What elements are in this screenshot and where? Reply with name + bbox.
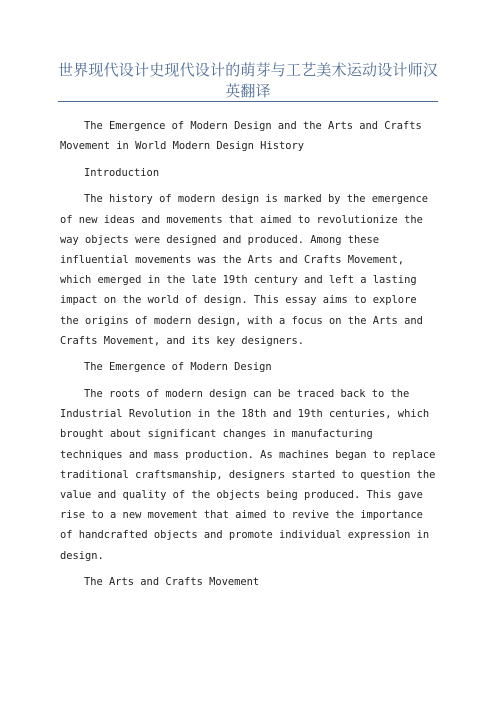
section-heading-emergence: The Emergence of Modern Design — [84, 361, 272, 374]
paragraph-introduction: The history of modern design is marked by the emergence of new ideas and movements that aimed to revolutionize the way objects were designed and produced. Among these influential movements was the Arts and Crafts Movement, which emerged in the late 19th century and left a lasting impact on the world of design. This essay aims to explore the origins of modern design, with a focus on the Arts and Crafts Movement, and its key designers. — [60, 193, 429, 347]
document-body — [60, 116, 436, 599]
essay-heading: The Emergence of Modern Design and the Arts and Crafts Movement in World Modern Design History — [60, 120, 422, 153]
section-heading-introduction: Introduction — [84, 166, 160, 179]
paragraph-emergence: The roots of modern design can be traced back to the Industrial Revolution in the 18th and 19th centuries, which brought about significant changes in manufacturing techniques and mass production. As machines began to replace traditional craftsmanship, designers started to question the value and quality of the objects being produced. This gave rise to a new movement that aimed to revive the importance of handcrafted objects and promote individual expression in design. — [60, 388, 436, 562]
section-heading-arts-and-crafts: The Arts and Crafts Movement — [84, 576, 260, 589]
document-title: 世界现代设计史现代设计的萌芽与工艺美术运动设计师汉英翻译 — [58, 61, 439, 100]
title-divider — [58, 101, 438, 102]
